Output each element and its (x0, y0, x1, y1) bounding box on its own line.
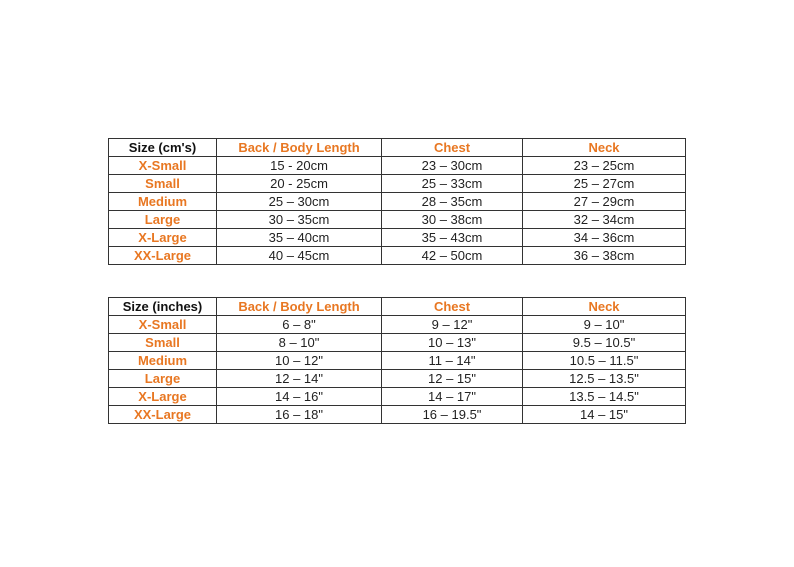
neck-value: 9 – 10" (523, 316, 686, 334)
table-row (109, 247, 686, 265)
back-length-value: 30 – 35cm (217, 211, 382, 229)
table-row (109, 370, 686, 388)
back-length-value: 35 – 40cm (217, 229, 382, 247)
neck-value: 12.5 – 13.5" (523, 370, 686, 388)
back-length-value: 25 – 30cm (217, 193, 382, 211)
header-size: Size (cm's) (109, 139, 217, 157)
header-chest: Chest (382, 139, 523, 157)
neck-value: 10.5 – 11.5" (523, 352, 686, 370)
back-length-value: 40 – 45cm (217, 247, 382, 265)
back-length-value: 10 – 12" (217, 352, 382, 370)
table-row (109, 406, 686, 424)
chest-value: 42 – 50cm (382, 247, 523, 265)
table-row (109, 193, 686, 211)
table-row (109, 388, 686, 406)
table-row (109, 334, 686, 352)
neck-value: 27 – 29cm (523, 193, 686, 211)
back-length-value: 8 – 10" (217, 334, 382, 352)
size-label: Small (109, 334, 217, 352)
back-length-value: 16 – 18" (217, 406, 382, 424)
size-label: X-Small (109, 157, 217, 175)
neck-value: 34 – 36cm (523, 229, 686, 247)
chest-value: 28 – 35cm (382, 193, 523, 211)
size-label: X-Small (109, 316, 217, 334)
neck-value: 9.5 – 10.5" (523, 334, 686, 352)
table-row (109, 211, 686, 229)
neck-value: 13.5 – 14.5" (523, 388, 686, 406)
header-neck: Neck (523, 139, 686, 157)
back-length-value: 20 - 25cm (217, 175, 382, 193)
chest-value: 25 – 33cm (382, 175, 523, 193)
neck-value: 32 – 34cm (523, 211, 686, 229)
chest-value: 30 – 38cm (382, 211, 523, 229)
header-size: Size (inches) (109, 298, 217, 316)
neck-value: 25 – 27cm (523, 175, 686, 193)
header-back-length: Back / Body Length (217, 298, 382, 316)
back-length-value: 6 – 8" (217, 316, 382, 334)
chest-value: 16 – 19.5" (382, 406, 523, 424)
back-length-value: 12 – 14" (217, 370, 382, 388)
chest-value: 9 – 12" (382, 316, 523, 334)
size-label: Small (109, 175, 217, 193)
chest-value: 11 – 14" (382, 352, 523, 370)
neck-value: 23 – 25cm (523, 157, 686, 175)
back-length-value: 15 - 20cm (217, 157, 382, 175)
back-length-value: 14 – 16" (217, 388, 382, 406)
size-label: XX-Large (109, 406, 217, 424)
table-header-row (109, 298, 686, 316)
table-row (109, 175, 686, 193)
table-row (109, 157, 686, 175)
size-table-inches (108, 297, 686, 424)
size-label: XX-Large (109, 247, 217, 265)
header-back-length: Back / Body Length (217, 139, 382, 157)
chest-value: 14 – 17" (382, 388, 523, 406)
size-label: X-Large (109, 229, 217, 247)
table-row (109, 352, 686, 370)
chest-value: 23 – 30cm (382, 157, 523, 175)
size-label: Medium (109, 193, 217, 211)
header-chest: Chest (382, 298, 523, 316)
neck-value: 14 – 15" (523, 406, 686, 424)
chest-value: 10 – 13" (382, 334, 523, 352)
size-label: X-Large (109, 388, 217, 406)
table-row (109, 316, 686, 334)
table-row (109, 229, 686, 247)
size-label: Medium (109, 352, 217, 370)
chest-value: 35 – 43cm (382, 229, 523, 247)
size-label: Large (109, 370, 217, 388)
neck-value: 36 – 38cm (523, 247, 686, 265)
chest-value: 12 – 15" (382, 370, 523, 388)
header-neck: Neck (523, 298, 686, 316)
table-header-row (109, 139, 686, 157)
size-table-cm (108, 138, 686, 265)
size-label: Large (109, 211, 217, 229)
